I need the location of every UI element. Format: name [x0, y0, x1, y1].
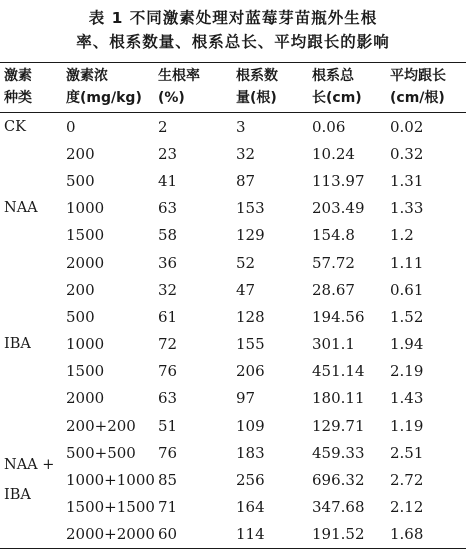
concentration-cell: 1500+1500 — [66, 498, 155, 517]
data-table-container — [0, 62, 466, 549]
column-header-line-2: 量(根) — [236, 90, 277, 106]
root-total-length-cell: 191.52 — [312, 525, 365, 544]
table-row — [0, 521, 466, 549]
hormone-type-cell: NAA + IBA — [4, 457, 55, 504]
average-length-cell: 1.2 — [390, 226, 414, 245]
rooting-rate-cell: 72 — [158, 335, 178, 354]
root-count-cell: 109 — [236, 416, 265, 435]
rooting-rate-cell: 61 — [158, 307, 178, 326]
table-row — [0, 249, 466, 276]
root-count-cell: 32 — [236, 144, 256, 163]
column-header-line-1: 平均跟长 — [390, 68, 446, 84]
root-count-cell: 128 — [236, 307, 265, 326]
hormone-type-cell: CK — [4, 118, 26, 135]
rooting-rate-cell: 76 — [158, 443, 178, 462]
rooting-rate-cell: 23 — [158, 144, 178, 163]
header-row — [0, 63, 466, 113]
root-total-length-cell: 347.68 — [312, 498, 365, 517]
column-header-line-1: 根系总 — [312, 68, 354, 84]
root-count-cell: 129 — [236, 226, 265, 245]
rooting-rate-cell: 60 — [158, 525, 178, 544]
hormone-type-cell: NAA — [4, 200, 38, 217]
root-total-length-cell: 113.97 — [312, 171, 365, 190]
caption-line-1: 表 1 不同激素处理对蓝莓芽苗瓶外生根 — [88, 9, 378, 27]
root-count-cell: 97 — [236, 389, 256, 408]
root-count-cell: 47 — [236, 280, 256, 299]
table-row — [0, 358, 466, 385]
rooting-rate-cell: 76 — [158, 362, 178, 381]
table-row — [0, 276, 466, 303]
root-total-length-cell: 0.06 — [312, 117, 346, 136]
average-length-cell: 2.19 — [390, 362, 424, 381]
column-header-line-2: (%) — [158, 90, 185, 106]
root-total-length-cell: 129.71 — [312, 416, 365, 435]
concentration-cell: 1000+1000 — [66, 471, 155, 490]
table-caption — [0, 6, 466, 54]
root-total-length-cell: 459.33 — [312, 443, 365, 462]
concentration-cell: 500+500 — [66, 443, 136, 462]
rooting-rate-cell: 71 — [158, 498, 178, 517]
caption-line-2: 率、根系数量、根系总长、平均跟长的影响 — [76, 33, 390, 51]
concentration-cell: 500 — [66, 307, 95, 326]
concentration-cell: 200 — [66, 144, 95, 163]
concentration-cell: 200+200 — [66, 416, 136, 435]
data-table — [0, 62, 466, 549]
table-row — [0, 303, 466, 330]
column-header — [308, 63, 386, 113]
root-total-length-cell: 194.56 — [312, 307, 365, 326]
root-total-length-cell: 180.11 — [312, 389, 365, 408]
root-count-cell: 183 — [236, 443, 265, 462]
average-length-cell: 1.94 — [390, 335, 424, 354]
rooting-rate-cell: 2 — [158, 117, 168, 136]
rooting-rate-cell: 63 — [158, 199, 178, 218]
rooting-rate-cell: 63 — [158, 389, 178, 408]
root-total-length-cell: 696.32 — [312, 471, 365, 490]
average-length-cell: 1.11 — [390, 253, 424, 272]
column-header — [62, 63, 154, 113]
table-row — [0, 167, 466, 194]
column-header-line-2: 长(cm) — [312, 90, 362, 106]
table-body — [0, 113, 466, 549]
average-length-cell: 0.61 — [390, 280, 424, 299]
average-length-cell: 1.68 — [390, 525, 424, 544]
root-count-cell: 52 — [236, 253, 256, 272]
concentration-cell: 2000 — [66, 253, 105, 272]
average-length-cell: 2.72 — [390, 471, 424, 490]
table-row — [0, 113, 466, 141]
root-count-cell: 164 — [236, 498, 265, 517]
table-row — [0, 195, 466, 222]
concentration-cell: 1000 — [66, 199, 105, 218]
concentration-cell: 1000 — [66, 335, 105, 354]
table-header — [0, 63, 466, 113]
column-header — [0, 63, 62, 113]
column-header-line-1: 激素 — [4, 68, 32, 84]
average-length-cell: 1.52 — [390, 307, 424, 326]
table-row — [0, 466, 466, 493]
average-length-cell: 2.51 — [390, 443, 424, 462]
table-row — [0, 439, 466, 466]
column-header-line-2: 度(mg/kg) — [66, 90, 142, 106]
hormone-type-cell: IBA — [4, 336, 31, 353]
concentration-cell: 200 — [66, 280, 95, 299]
root-count-cell: 87 — [236, 171, 256, 190]
rooting-rate-cell: 32 — [158, 280, 178, 299]
root-total-length-cell: 301.1 — [312, 335, 355, 354]
table-row — [0, 331, 466, 358]
table-row — [0, 140, 466, 167]
table-row — [0, 494, 466, 521]
table-row — [0, 412, 466, 439]
table-row — [0, 385, 466, 412]
root-total-length-cell: 10.24 — [312, 144, 355, 163]
rooting-rate-cell: 85 — [158, 471, 178, 490]
average-length-cell: 1.33 — [390, 199, 424, 218]
column-header-line-2: 种类 — [4, 90, 32, 106]
column-header-line-1: 激素浓 — [66, 68, 108, 84]
root-count-cell: 114 — [236, 525, 265, 544]
concentration-cell: 1500 — [66, 226, 105, 245]
rooting-rate-cell: 36 — [158, 253, 178, 272]
root-total-length-cell: 154.8 — [312, 226, 355, 245]
average-length-cell: 0.32 — [390, 144, 424, 163]
concentration-cell: 2000 — [66, 389, 105, 408]
average-length-cell: 1.43 — [390, 389, 424, 408]
concentration-cell: 500 — [66, 171, 95, 190]
average-length-cell: 1.19 — [390, 416, 424, 435]
root-count-cell: 206 — [236, 362, 265, 381]
concentration-cell: 2000+2000 — [66, 525, 155, 544]
rooting-rate-cell: 41 — [158, 171, 178, 190]
column-header-line-1: 生根率 — [158, 68, 200, 84]
root-total-length-cell: 203.49 — [312, 199, 365, 218]
concentration-cell: 1500 — [66, 362, 105, 381]
root-count-cell: 3 — [236, 117, 246, 136]
column-header — [232, 63, 308, 113]
root-total-length-cell: 451.14 — [312, 362, 365, 381]
table-row — [0, 222, 466, 249]
root-total-length-cell: 28.67 — [312, 280, 355, 299]
column-header — [154, 63, 232, 113]
average-length-cell: 2.12 — [390, 498, 424, 517]
rooting-rate-cell: 58 — [158, 226, 178, 245]
root-count-cell: 153 — [236, 199, 265, 218]
root-total-length-cell: 57.72 — [312, 253, 355, 272]
average-length-cell: 1.31 — [390, 171, 424, 190]
concentration-cell: 0 — [66, 117, 76, 136]
root-count-cell: 155 — [236, 335, 265, 354]
column-header-line-2: (cm/根) — [390, 90, 445, 106]
rooting-rate-cell: 51 — [158, 416, 178, 435]
column-header — [386, 63, 466, 113]
average-length-cell: 0.02 — [390, 117, 424, 136]
root-count-cell: 256 — [236, 471, 265, 490]
column-header-line-1: 根系数 — [236, 68, 278, 84]
